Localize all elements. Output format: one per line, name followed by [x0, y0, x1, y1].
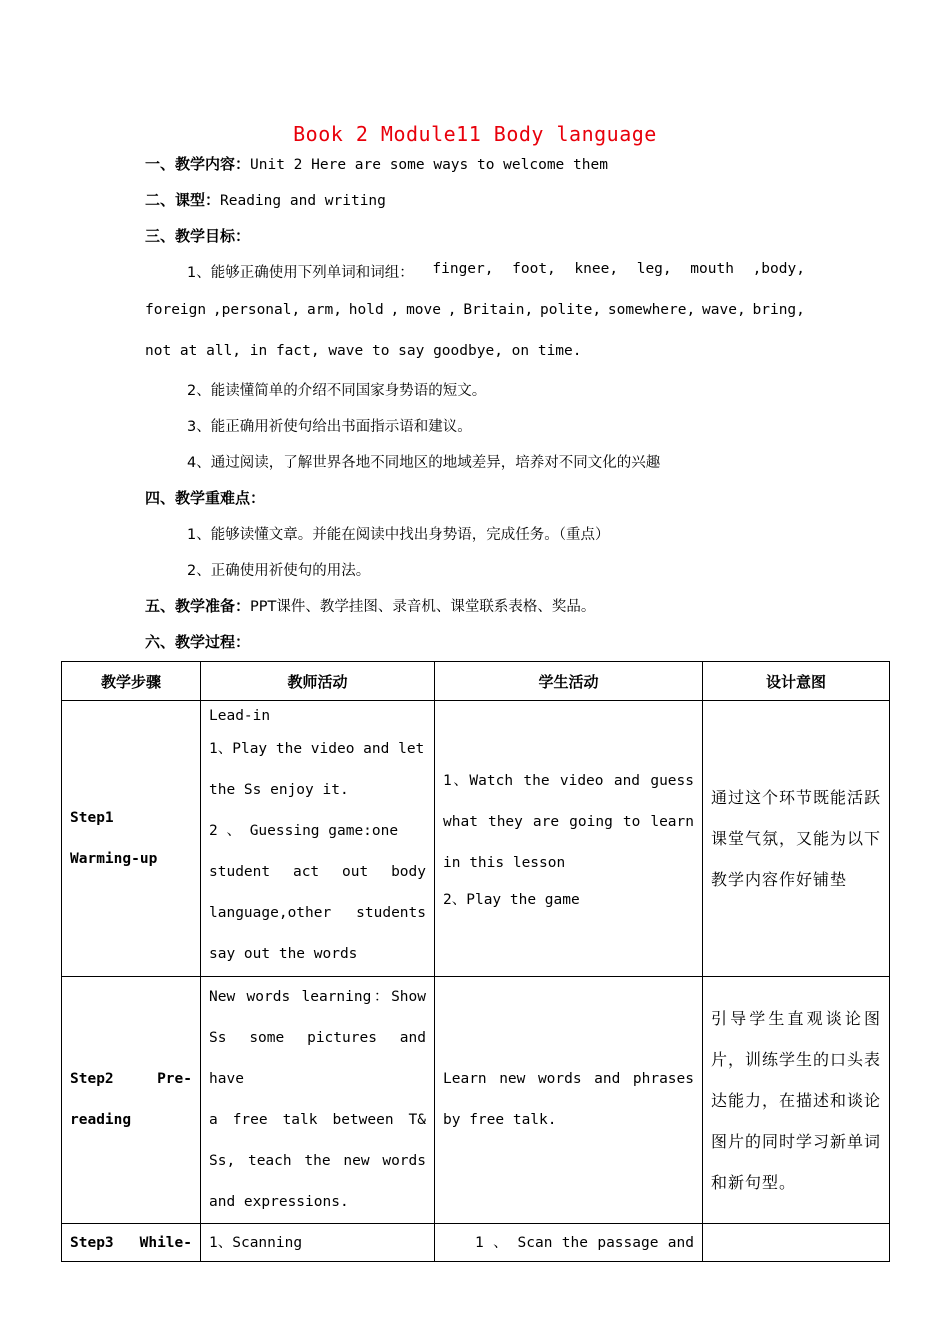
student-line: 1 、 Scan the passage and: [475, 1234, 694, 1251]
intent-line: 课堂气氛，又能为以下: [711, 829, 882, 848]
goals-label: 三、教学目标：: [145, 227, 251, 245]
student-line: what they are going to learn: [443, 814, 694, 830]
student-line: 1、Watch the video and guess: [443, 773, 694, 789]
difficult-heading: [145, 487, 265, 508]
table-row: [62, 977, 890, 1224]
table-header-row: [62, 662, 890, 701]
prep-text: PPT课件、教学挂图、录音机、课堂联系表格、奖品。: [250, 599, 596, 615]
step-name: reading: [70, 1112, 132, 1128]
intent-line: 片，训练学生的口头表: [711, 1049, 882, 1069]
teacher-line: and expressions.: [209, 1194, 349, 1210]
step-number: Step3 While-: [70, 1234, 192, 1251]
student-line: 2、Play the game: [443, 892, 580, 908]
goal-2: 2、能读懂简单的介绍不同国家身势语的短文。: [187, 383, 487, 399]
intent-cell: [703, 701, 890, 977]
word-foot: foot,: [512, 261, 556, 277]
intent-line: 图片的同时学习新单词: [711, 1131, 882, 1151]
header-student: 学生活动: [435, 662, 703, 701]
process-heading: [145, 631, 250, 652]
document-title: Book 2 Module11 Body language: [293, 122, 657, 146]
step-cell: [62, 701, 201, 977]
word-leg: leg,: [636, 261, 672, 277]
content-line: [145, 153, 608, 174]
intent-line: 教学内容作好铺垫: [711, 870, 848, 889]
word-foreign: foreign: [145, 302, 207, 318]
prep-line: [145, 595, 595, 616]
student-line: by free talk.: [443, 1112, 557, 1128]
teacher-cell: [201, 701, 435, 977]
word-polite: polite,: [540, 302, 602, 318]
prep-label: 五、教学准备：: [145, 597, 251, 615]
word-wave: wave,: [702, 302, 746, 318]
word-bring: bring,: [752, 302, 805, 318]
step-number: Step2 Pre-: [70, 1071, 192, 1087]
content-text: Unit 2 Here are some ways to welcome them: [250, 157, 608, 173]
word-hold: hold: [348, 302, 384, 318]
intent-cell: [703, 977, 890, 1224]
process-label: 六、教学过程：: [145, 633, 251, 651]
teacher-line: student act out body: [209, 863, 426, 880]
process-table: [61, 661, 890, 1262]
student-line: in this lesson: [443, 855, 566, 871]
goals-heading: [145, 225, 250, 246]
difficult-label: 四、教学重难点：: [145, 489, 266, 507]
comma: ,: [447, 302, 457, 318]
header-teacher: 教师活动: [201, 662, 435, 701]
difficult-2: 2、正确使用祈使句的用法。: [187, 563, 371, 579]
intent-line: 引导学生直观谈论图: [711, 1008, 881, 1028]
teacher-line: Lead-in: [209, 707, 271, 724]
goal-1-line-3: not at all, in fact, wave to say goodbye, on time.: [145, 343, 582, 359]
goal-3: 3、能正确用祈使句给出书面指示语和建议。: [187, 419, 472, 435]
goal-1-line-1: [187, 261, 805, 282]
teacher-line: 1、Scanning: [209, 1234, 303, 1251]
word-finger: finger,: [432, 261, 494, 277]
goal-4: 4、通过阅读，了解世界各地不同地区的地域差异，培养对不同文化的兴趣: [187, 455, 661, 471]
word-personal: ,personal,: [212, 302, 301, 318]
step-number: Step1: [70, 809, 114, 826]
teacher-line: Ss, teach the new words: [209, 1153, 426, 1169]
goal-1-intro: 1、能够正确使用下列单词和词组：: [187, 265, 414, 281]
teacher-cell: [201, 977, 435, 1224]
comma: ,: [390, 302, 400, 318]
header-intent: 设计意图: [703, 662, 890, 701]
student-cell: [435, 701, 703, 977]
difficult-1: 1、能够读懂文章。并能在阅读中找出身势语，完成任务。（重点）: [187, 527, 610, 543]
word-britain: Britain,: [463, 302, 534, 318]
type-label: 二、课型：: [145, 191, 221, 209]
word-arm: arm,: [307, 302, 342, 318]
teacher-line: [209, 729, 426, 770]
type-line: [145, 189, 386, 210]
intent-line: 和新句型。: [711, 1172, 797, 1192]
goal-1-line-2: [145, 302, 805, 318]
word-body: ,body,: [752, 261, 805, 277]
teacher-line: language,other students: [209, 904, 426, 921]
intent-line: 通过这个环节既能活跃: [711, 788, 882, 807]
teacher-line: 2 、 Guessing game:one: [209, 822, 399, 839]
table-row: [62, 701, 890, 977]
word-somewhere: somewhere,: [607, 302, 696, 318]
teacher-line: Ss some pictures and have: [209, 1030, 426, 1087]
header-step: 教学步骤: [62, 662, 201, 701]
intent-line: 达能力，在描述和谈论: [711, 1090, 882, 1110]
step-name: Warming-up: [70, 850, 158, 867]
teacher-line: a free talk between T&: [209, 1112, 426, 1128]
student-line: Learn new words and phrases: [443, 1071, 694, 1087]
content-label: 一、教学内容：: [145, 155, 251, 173]
step-cell: [62, 977, 201, 1224]
step-cell: [62, 1224, 201, 1262]
table-row: [62, 1224, 890, 1262]
student-cell: [435, 1224, 703, 1262]
word-mouth: mouth: [690, 261, 734, 277]
word-knee: knee,: [574, 261, 619, 277]
student-cell: [435, 977, 703, 1224]
word-move: move: [406, 302, 441, 318]
teacher-cell: [201, 1224, 435, 1262]
teacher-line: say out the words: [209, 945, 358, 962]
teacher-line: New words learning：Show: [209, 989, 426, 1005]
intent-cell: [703, 1224, 890, 1262]
teacher-line: the Ss enjoy it.: [209, 781, 349, 798]
type-text: Reading and writing: [220, 193, 386, 209]
teacher-text: 1、Play the video and let: [209, 740, 425, 757]
